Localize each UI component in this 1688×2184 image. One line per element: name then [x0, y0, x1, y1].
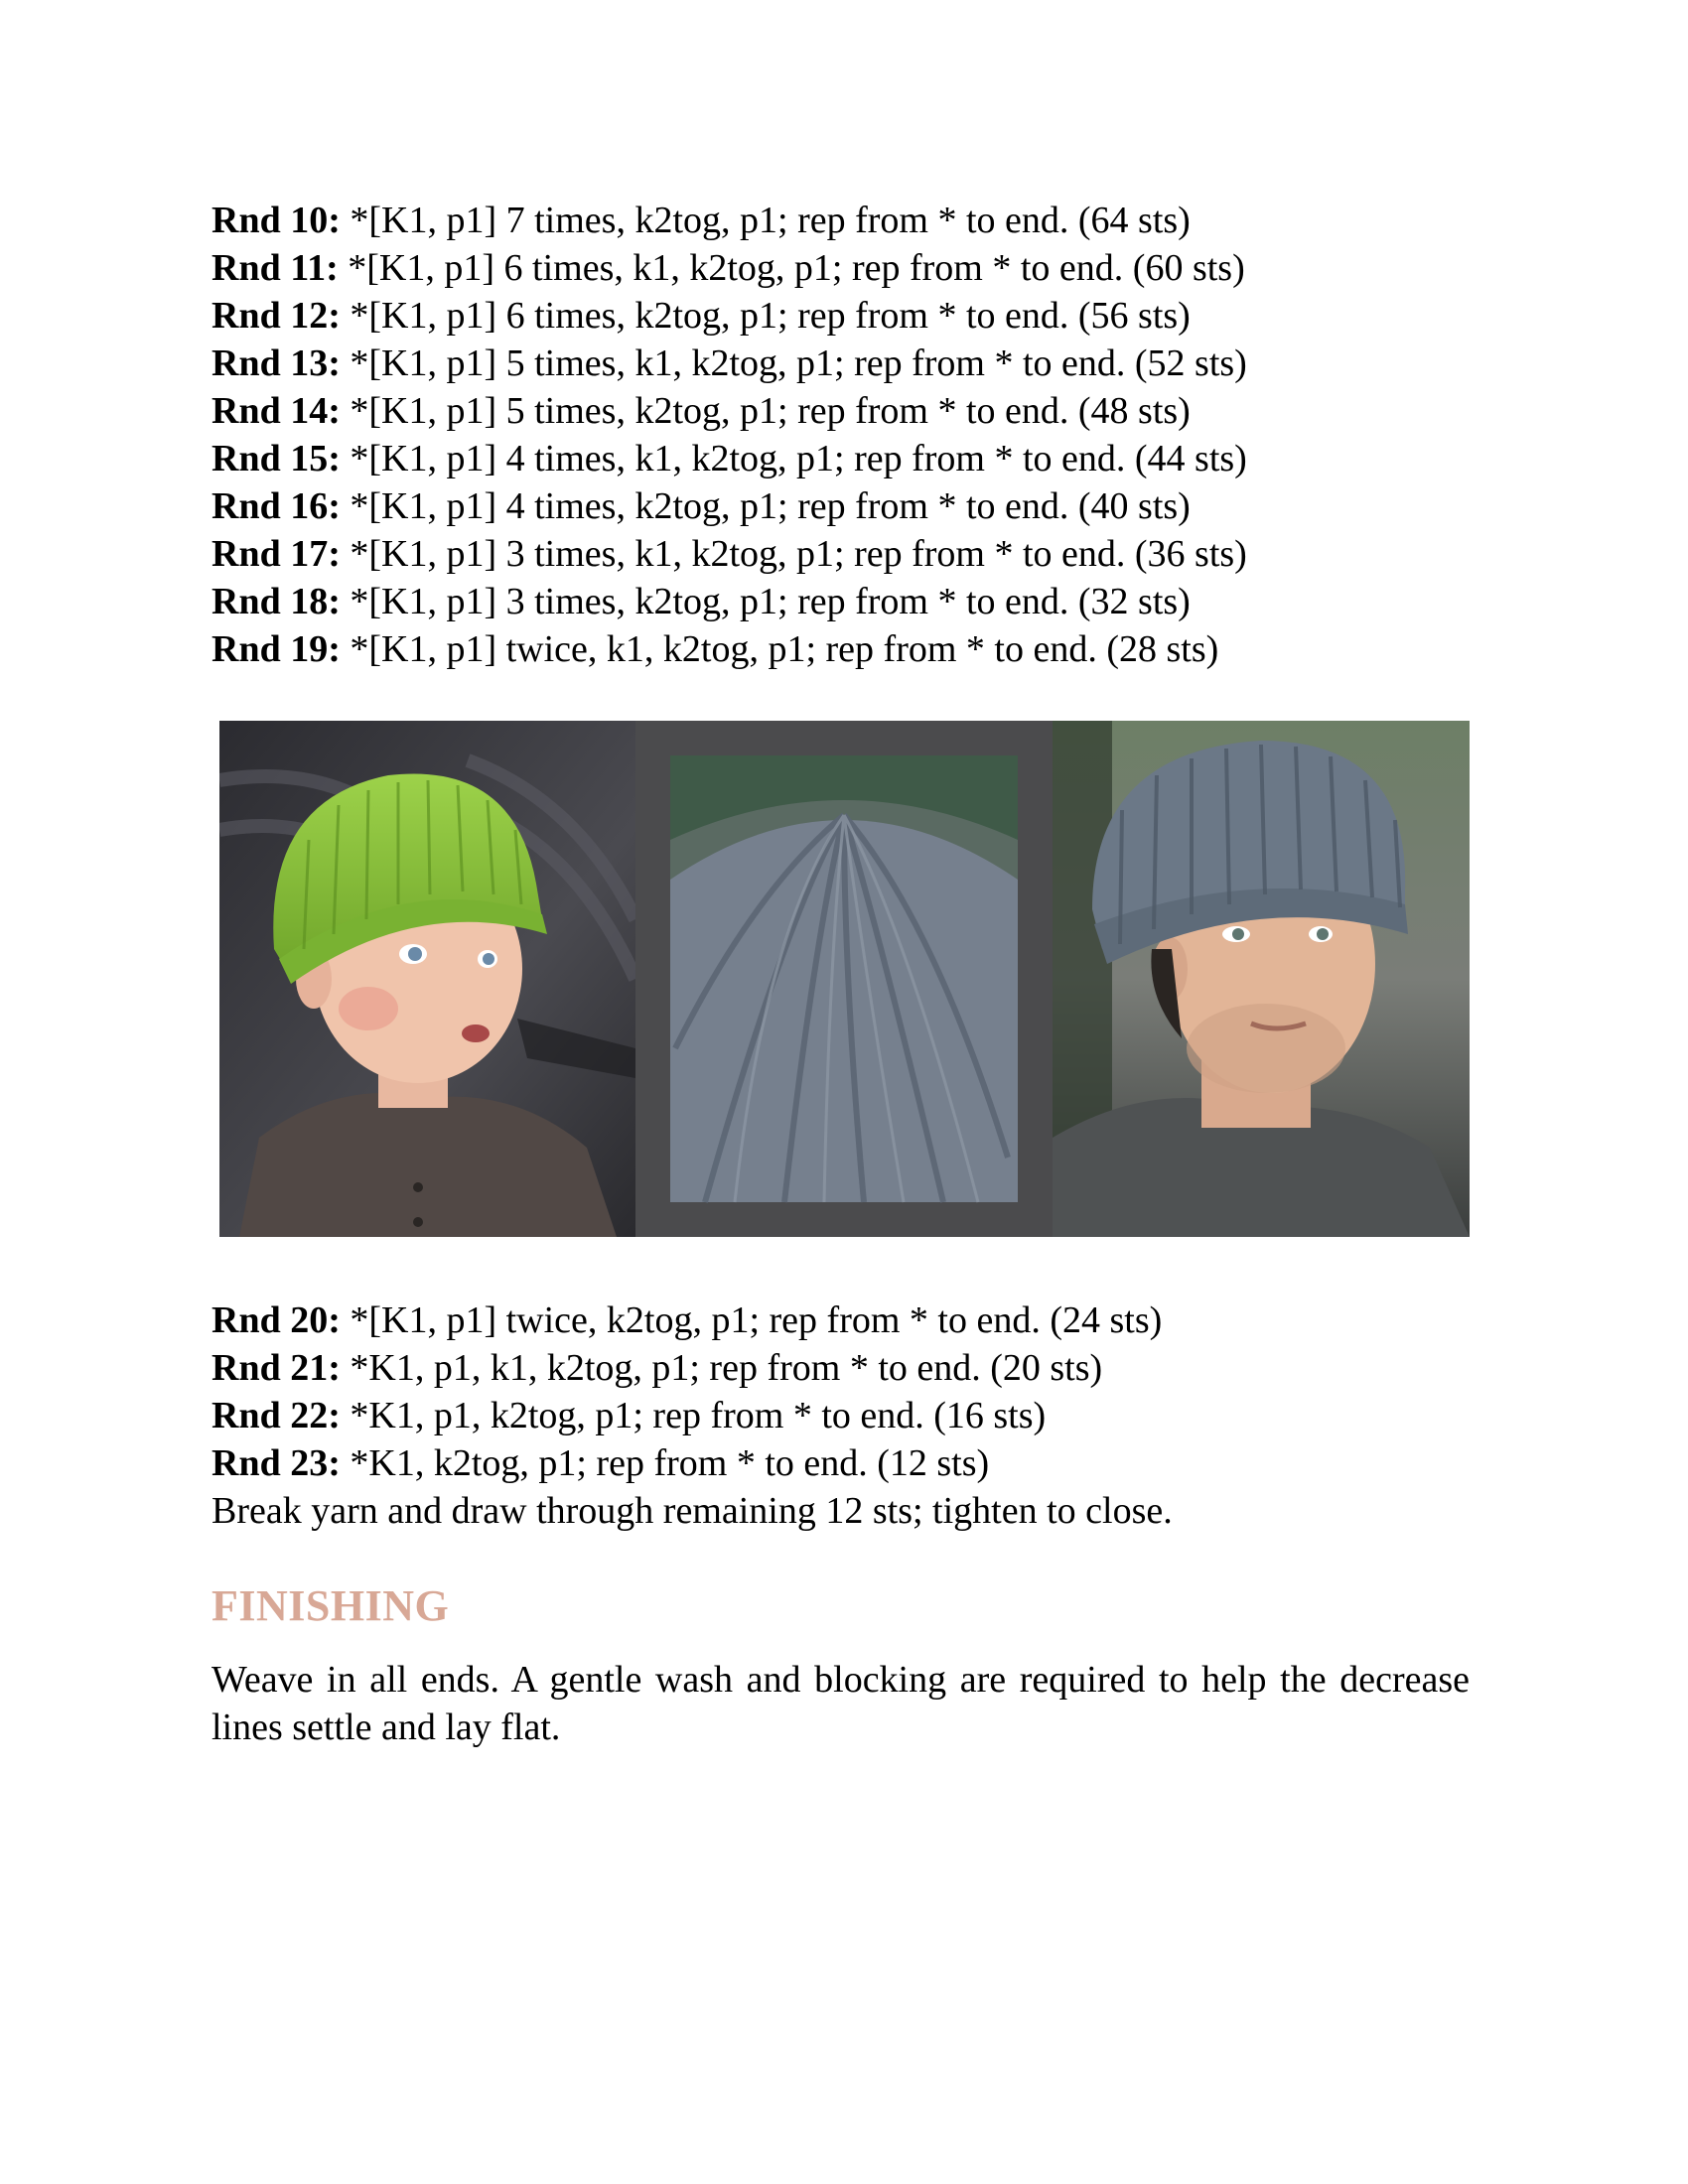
- round-label: Rnd 13:: [211, 342, 341, 384]
- round-text: *[K1, p1] 6 times, k2tog, p1; rep from * to end. (56 sts): [340, 295, 1191, 337]
- round-line: [211, 292, 1482, 340]
- decrease-rounds-top: [211, 197, 1482, 673]
- round-label: Rnd 21:: [211, 1347, 341, 1389]
- round-text: *[K1, p1] 3 times, k1, k2tog, p1; rep from * to end. (36 sts): [340, 533, 1247, 575]
- round-line: [211, 1344, 1482, 1392]
- round-label: Rnd 17:: [211, 533, 341, 575]
- round-label: Rnd 11:: [211, 247, 339, 289]
- hat-photo-strip: [219, 721, 1470, 1237]
- round-label: Rnd 19:: [211, 628, 341, 670]
- round-label: Rnd 10:: [211, 200, 341, 241]
- round-label: Rnd 12:: [211, 295, 341, 337]
- finishing-heading: FINISHING: [211, 1581, 450, 1630]
- round-text: *[K1, p1] 6 times, k1, k2tog, p1; rep from * to end. (60 sts): [338, 247, 1245, 289]
- crown-closeup-photo: [635, 721, 1053, 1237]
- round-label: Rnd 23:: [211, 1442, 341, 1484]
- break-yarn-instruction: Break yarn and draw through remaining 12 sts; tighten to close.: [211, 1490, 1173, 1532]
- round-line: [211, 1439, 1482, 1487]
- man-photo-illustration: [1053, 721, 1470, 1237]
- round-text: *K1, p1, k2tog, p1; rep from * to end. (16 sts): [340, 1395, 1047, 1436]
- round-label: Rnd 22:: [211, 1395, 341, 1436]
- round-text: *[K1, p1] 4 times, k2tog, p1; rep from * to end. (40 sts): [340, 485, 1191, 527]
- round-text: *K1, p1, k1, k2tog, p1; rep from * to end. (20 sts): [340, 1347, 1103, 1389]
- crown-closeup-illustration: [635, 721, 1053, 1237]
- round-line: [211, 482, 1482, 530]
- finishing-paragraph: Weave in all ends. A gentle wash and blocking are required to help the decrease lines settle and lay flat.: [211, 1659, 1470, 1748]
- child-photo-illustration: [219, 721, 635, 1237]
- round-line: [211, 578, 1482, 625]
- round-line: [211, 625, 1482, 673]
- man-grey-hat-photo: [1053, 721, 1470, 1237]
- round-text: *[K1, p1] twice, k1, k2tog, p1; rep from * to end. (28 sts): [340, 628, 1219, 670]
- round-line: [211, 340, 1482, 387]
- round-line: [211, 1392, 1482, 1439]
- round-line: [211, 197, 1482, 244]
- round-text: *[K1, p1] 5 times, k2tog, p1; rep from * to end. (48 sts): [340, 390, 1191, 432]
- round-text: *[K1, p1] 4 times, k1, k2tog, p1; rep from * to end. (44 sts): [340, 438, 1247, 479]
- round-text: *[K1, p1] 7 times, k2tog, p1; rep from * to end. (64 sts): [340, 200, 1191, 241]
- round-line: [211, 1297, 1482, 1344]
- round-label: Rnd 14:: [211, 390, 341, 432]
- round-text: *K1, k2tog, p1; rep from * to end. (12 sts): [340, 1442, 990, 1484]
- round-line: [211, 244, 1482, 292]
- round-text: *[K1, p1] 3 times, k2tog, p1; rep from * to end. (32 sts): [340, 581, 1191, 622]
- round-text: *[K1, p1] 5 times, k1, k2tog, p1; rep from * to end. (52 sts): [340, 342, 1247, 384]
- round-label: Rnd 18:: [211, 581, 341, 622]
- child-green-hat-photo: [219, 721, 635, 1237]
- round-line: [211, 435, 1482, 482]
- round-label: Rnd 20:: [211, 1299, 341, 1341]
- round-text: *[K1, p1] twice, k2tog, p1; rep from * to end. (24 sts): [340, 1299, 1163, 1341]
- round-line: [211, 530, 1482, 578]
- round-label: Rnd 15:: [211, 438, 341, 479]
- round-label: Rnd 16:: [211, 485, 341, 527]
- decrease-rounds-bottom: [211, 1297, 1482, 1535]
- round-line: [211, 387, 1482, 435]
